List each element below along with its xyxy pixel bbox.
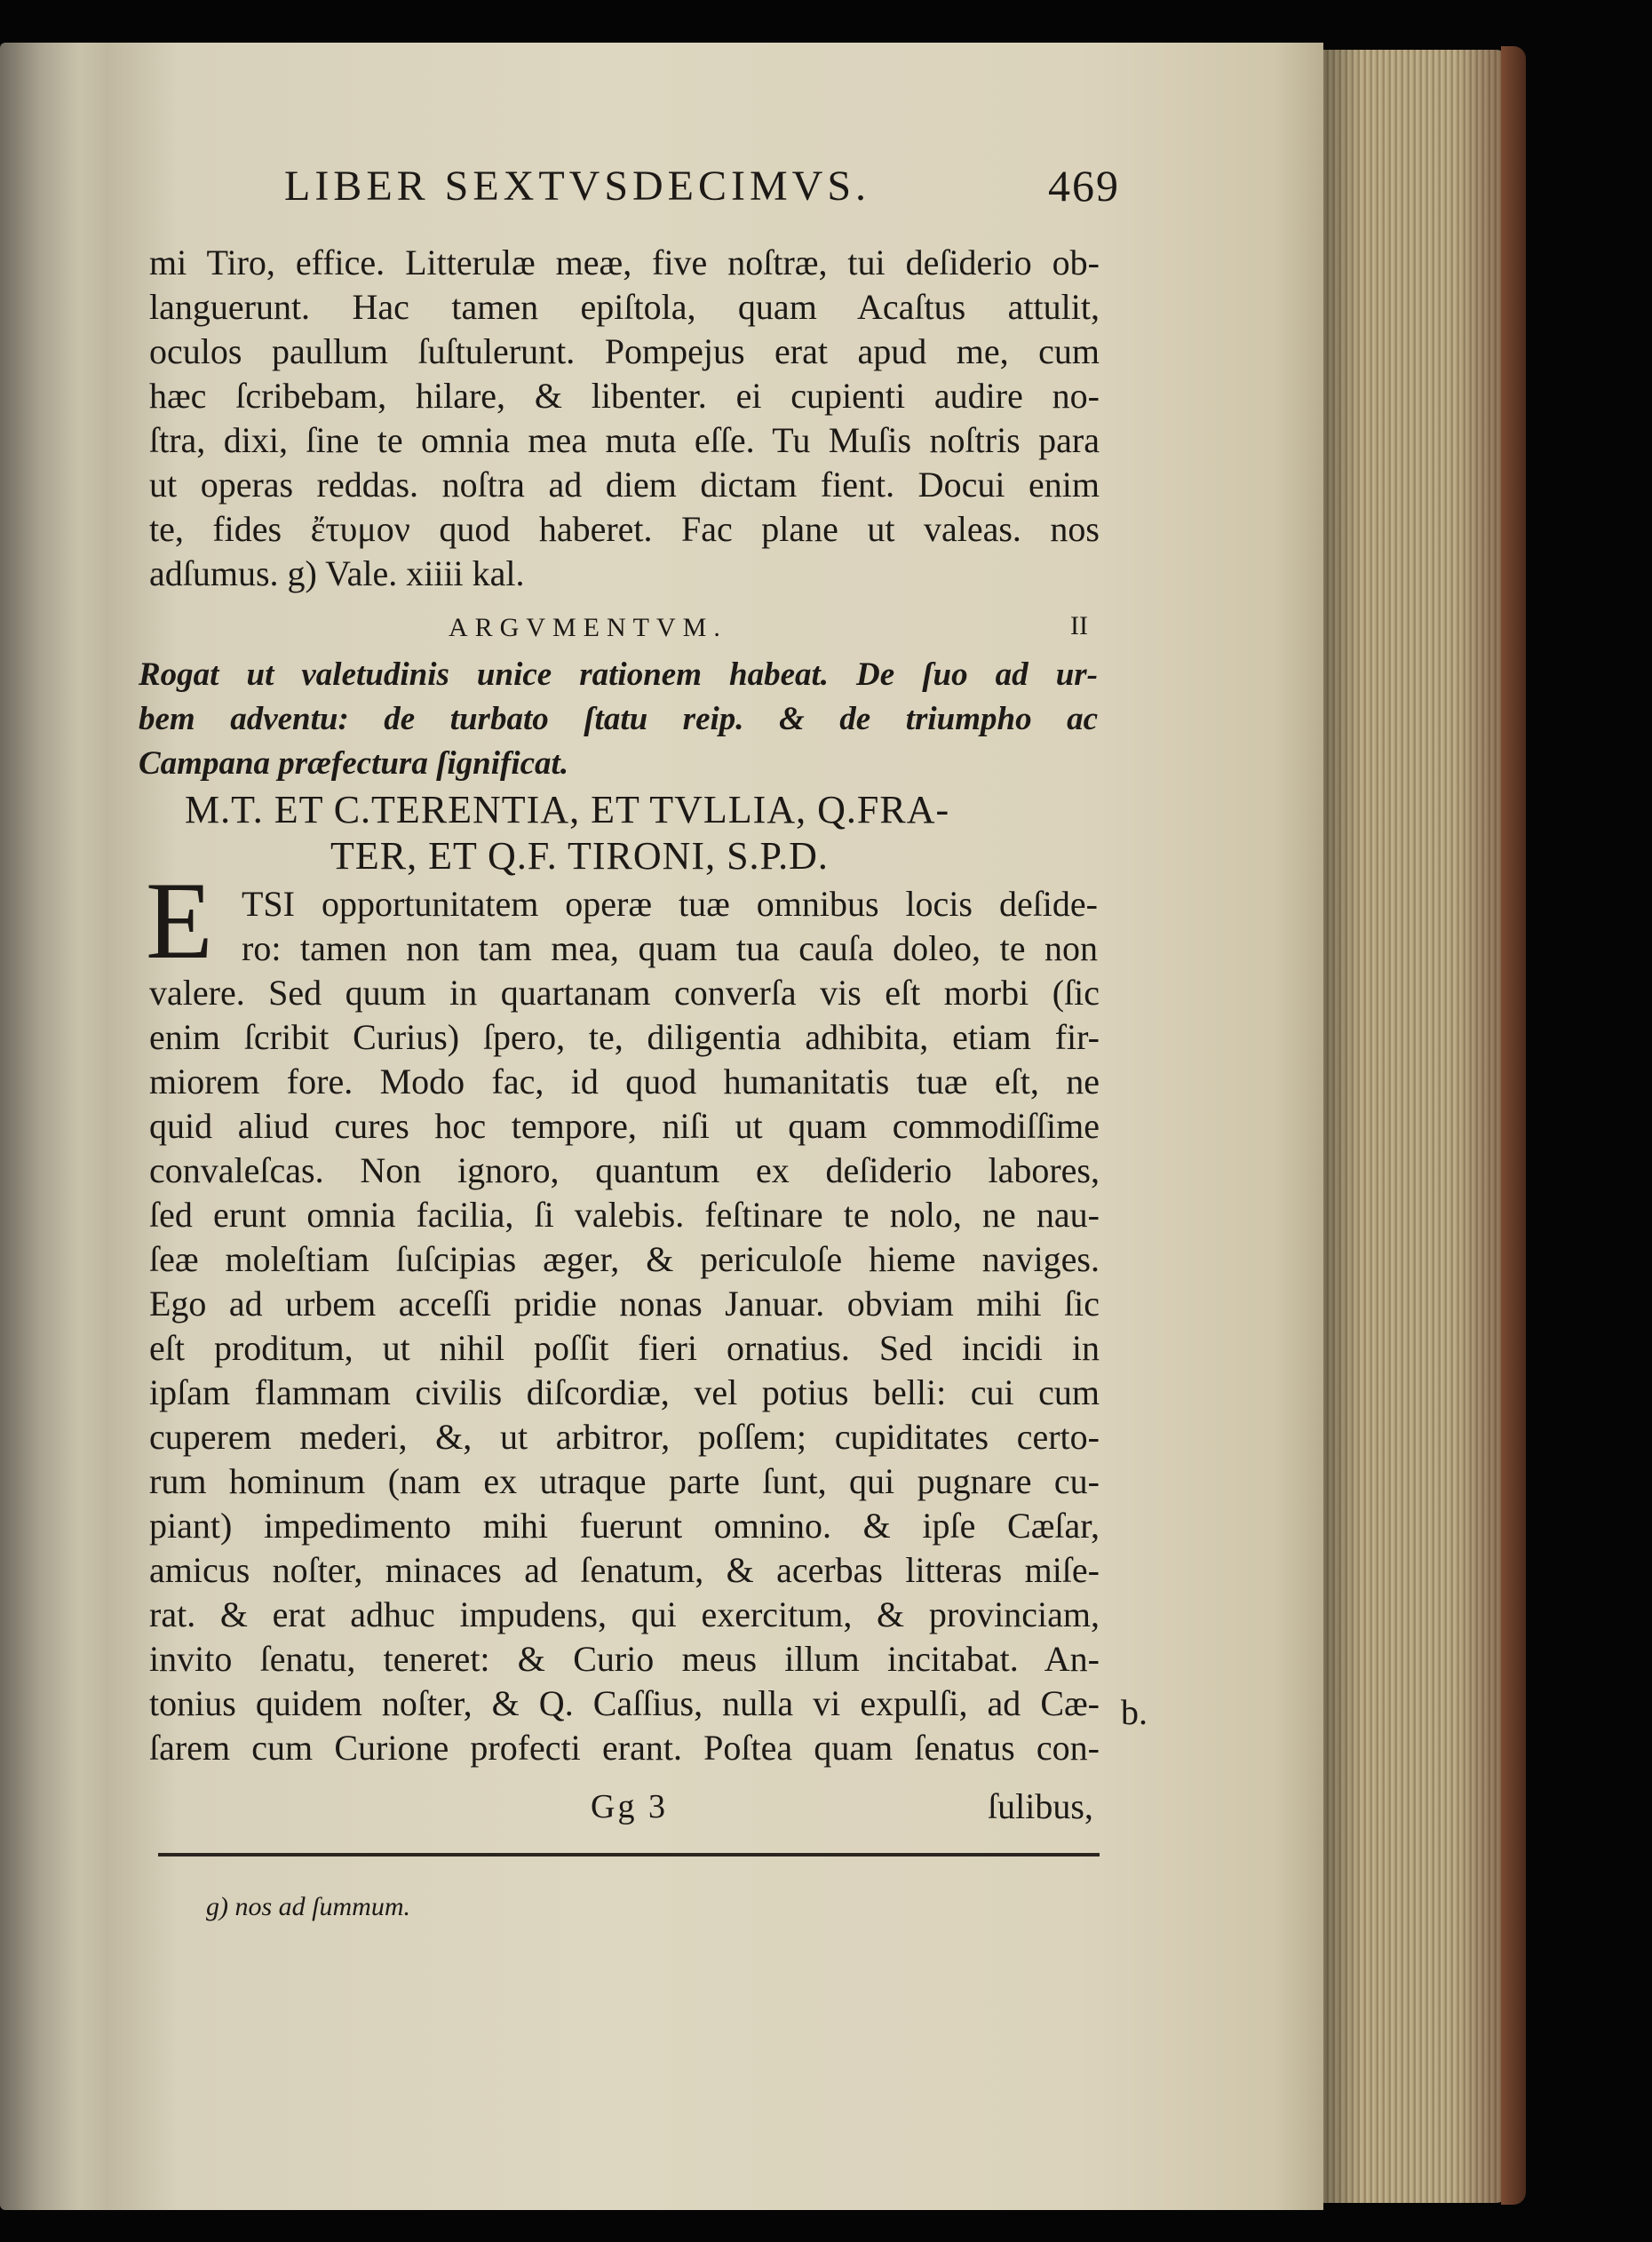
page-number: 469 bbox=[1048, 161, 1120, 211]
argumentum-line: bem adventu: de turbato ſtatu reip. & de triumpho ac bbox=[139, 701, 1098, 737]
salutation-line: M.T. ET C.TERENTIA, ET TVLLIA, Q.FRA- bbox=[185, 788, 950, 831]
text-line: miorem fore. Modo fac, id quod humanitatis tuæ eſt, ne bbox=[149, 1061, 1100, 1101]
book-fore-edge bbox=[1323, 50, 1512, 2203]
text-line: te, fides ἔτυμον quod haberet. Fac plane ut valeas. nos bbox=[149, 509, 1100, 549]
text-line: cuperem mederi, &, ut arbitror, poſſem; cupiditates certo- bbox=[149, 1417, 1100, 1457]
text-line: ro: tamen non tam mea, quam tua cauſa doleo, te non bbox=[242, 928, 1098, 968]
text-line: ipſam flammam civilis diſcordiæ, vel potius belli: cui cum bbox=[149, 1372, 1100, 1412]
text-line: quid aliud cures hoc tempore, niſi ut quam commodiſſime bbox=[149, 1106, 1100, 1146]
text-line: eſt proditum, ut nihil poſſit fieri ornatius. Sed incidi in bbox=[149, 1328, 1100, 1368]
argumentum-number: II bbox=[1070, 611, 1088, 640]
text-line: Ego ad urbem acceſſi pridie nonas Januar. obviam mihi ſic bbox=[149, 1284, 1100, 1324]
book-cover-edge bbox=[1501, 46, 1526, 2205]
text-line: valere. Sed quum in quartanam converſa vis eſt morbi (ſic bbox=[149, 973, 1100, 1013]
argumentum-line: Campana præfectura ſignificat. bbox=[139, 745, 569, 782]
text-line: ſarem cum Curione profecti erant. Poſtea quam ſenatus con- bbox=[149, 1728, 1100, 1768]
marginal-note: b. bbox=[1121, 1692, 1148, 1732]
text-line: ſtra, dixi, ſine te omnia mea muta eſſe. Tu Muſis noſtris para bbox=[149, 420, 1100, 460]
running-head: LIBER SEXTVSDECIMVS. bbox=[284, 163, 871, 210]
text-line: enim ſcribit Curius) ſpero, te, diligentia adhibita, etiam fir- bbox=[149, 1017, 1100, 1057]
footnote-rule bbox=[158, 1853, 1100, 1856]
text-line: oculos paullum ſuſtulerunt. Pompejus erat apud me, cum bbox=[149, 331, 1100, 371]
text-line: piant) impedimento mihi fuerunt omnino. & ipſe Cæſar, bbox=[149, 1506, 1100, 1546]
text-line: ut operas reddas. noſtra ad diem dictam fient. Docui enim bbox=[149, 465, 1100, 505]
salutation-line: TER, ET Q.F. TIRONI, S.P.D. bbox=[330, 834, 829, 878]
text-line: rat. & erat adhuc impudens, qui exercitum, & provinciam, bbox=[149, 1594, 1100, 1634]
text-line: convaleſcas. Non ignoro, quantum ex deſiderio labores, bbox=[149, 1150, 1100, 1190]
signature-mark: Gg 3 bbox=[591, 1788, 668, 1825]
text-line: languerunt. Hac tamen epiſtola, quam Acaſtus attulit, bbox=[149, 287, 1100, 327]
text-line: amicus noſter, minaces ad ſenatum, & acerbas litteras miſe- bbox=[149, 1550, 1100, 1590]
text-line: adſumus. g) Vale. xiiii kal. bbox=[149, 553, 525, 593]
catchword: ſulibus, bbox=[988, 1786, 1093, 1826]
argumentum-heading: ARGVMENTVM. bbox=[449, 613, 727, 642]
text-line: ſeæ moleſtiam ſuſcipias æger, & periculoſe hieme naviges. bbox=[149, 1239, 1100, 1279]
previous-page-edge bbox=[0, 43, 114, 2210]
text-line: mi Tiro, effice. Litterulæ meæ, five noſtræ, tui deſiderio ob- bbox=[149, 242, 1100, 282]
text-line: TSI opportunitatem operæ tuæ omnibus locis deſide- bbox=[242, 884, 1098, 924]
argumentum-line: Rogat ut valetudinis unice rationem habeat. De ſuo ad ur- bbox=[139, 656, 1098, 693]
text-line: invito ſenatu, teneret: & Curio meus illum incitabat. An- bbox=[149, 1639, 1100, 1679]
text-line: hæc ſcribebam, hilare, & libenter. ei cupienti audire no- bbox=[149, 376, 1100, 416]
text-line: tonius quidem noſter, & Q. Caſſius, nulla vi expulſi, ad Cæ- bbox=[149, 1683, 1100, 1723]
footnote: g) nos ad ſummum. bbox=[206, 1892, 410, 1921]
text-line: rum hominum (nam ex utraque parte ſunt, qui pugnare cu- bbox=[149, 1461, 1100, 1501]
drop-cap: E bbox=[146, 860, 213, 982]
text-line: ſed erunt omnia facilia, ſi valebis. feſtinare te nolo, ne nau- bbox=[149, 1195, 1100, 1235]
